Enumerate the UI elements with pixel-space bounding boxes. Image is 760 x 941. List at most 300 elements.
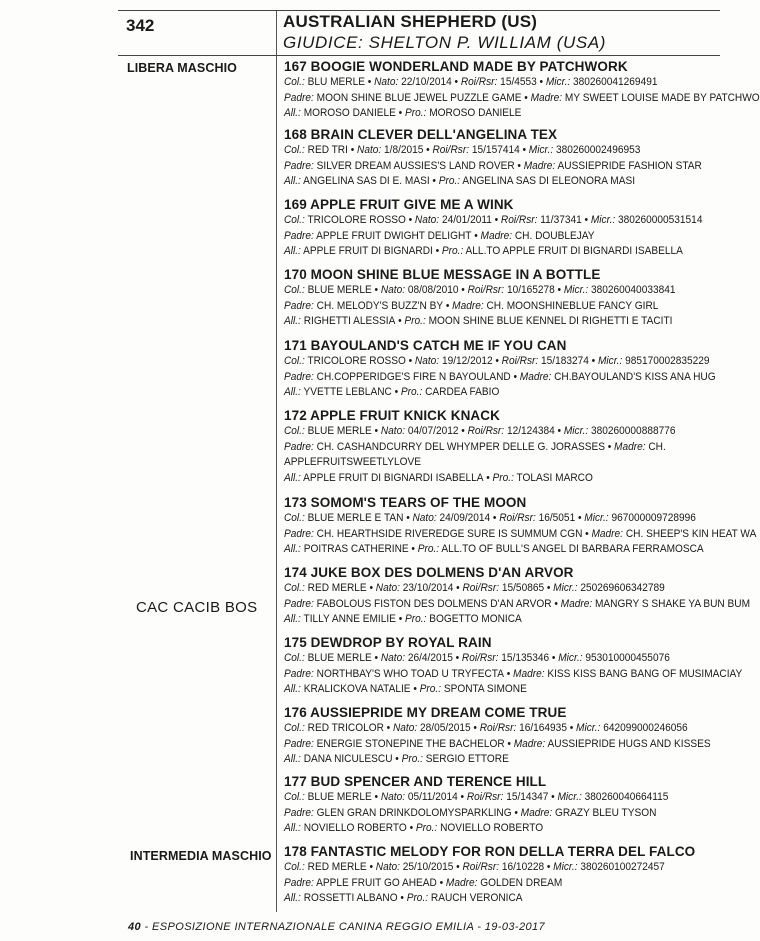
microchip-number: 380260000531514 — [618, 214, 703, 226]
sire-label: Padre: — [284, 299, 314, 312]
microchip-label: Micr.: — [597, 355, 623, 367]
registry-label: Roi/Rsr: — [501, 355, 539, 367]
bullet-separator: • — [413, 683, 417, 695]
breeder-label: All.: — [284, 892, 301, 904]
sire-label: Padre: — [284, 667, 314, 680]
microchip-number: 642099000246056 — [603, 722, 688, 734]
breeder-owner-line — [284, 891, 707, 907]
microchip-number: 380260041269491 — [573, 76, 658, 88]
sire-label: Padre: — [284, 806, 314, 819]
award-label: CAC CACIB BOS — [136, 599, 258, 616]
sire-name: CH.COPPERIDGE'S FIRE N BAYOULAND — [316, 370, 511, 383]
bullet-separator: • — [557, 284, 562, 296]
color-value: BLUE MERLE — [307, 425, 372, 437]
details-line — [284, 75, 707, 91]
breeder-owner-line — [284, 174, 707, 190]
registry-label: Roi/Rsr: — [499, 512, 536, 524]
bullet-separator: • — [517, 159, 521, 172]
bullet-separator: • — [439, 876, 444, 889]
birth-label: Nato: — [414, 214, 440, 226]
birth-label: Nato: — [414, 355, 440, 367]
dam-name: GOLDEN DREAM — [480, 876, 563, 889]
breeder-owner-line — [284, 385, 707, 401]
registry-number: 15/14347 — [506, 791, 549, 803]
color-label: Col.: — [284, 144, 305, 156]
sire-name: ENERGIE STONEPINE THE BACHELOR — [316, 737, 505, 750]
microchip-label: Micr.: — [590, 214, 616, 226]
breeder-owner-line — [284, 612, 707, 628]
color-value: TRICOLORE ROSSO — [307, 355, 406, 367]
parents-line — [284, 229, 707, 245]
owner-label: Pro.: — [404, 315, 426, 327]
bullet-separator: • — [554, 597, 558, 610]
page-footer — [128, 921, 545, 933]
dog-name: 175 DEWDROP BY ROYAL RAIN — [284, 635, 492, 650]
owner-name: TOLASI MARCO — [516, 471, 593, 484]
birth-label: Nato: — [375, 582, 400, 594]
sire-label: Padre: — [284, 440, 314, 453]
registry-number: 10/165278 — [506, 284, 555, 296]
breeder-name: MOROSO DANIELE — [303, 107, 396, 119]
owner-label: Pro.: — [405, 613, 427, 625]
dam-label: Madre: — [519, 370, 552, 383]
owner-name: ANGELINA SAS DI ELEONORA MASI — [462, 175, 636, 187]
registry-label: Roi/Rsr: — [432, 144, 470, 156]
birth-date: 26/4/2015 — [407, 652, 453, 664]
birth-label: Nato: — [412, 512, 437, 524]
microchip-label: Micr.: — [563, 425, 589, 437]
dam-label: Madre: — [520, 806, 553, 819]
birth-date: 22/10/2014 — [401, 76, 452, 88]
owner-name: MOROSO DANIELE — [429, 107, 522, 119]
owner-name: ALL.TO OF BULL'S ANGEL DI BARBARA FERRAMOSCA — [441, 543, 704, 555]
owner-name: BOGETTO MONICA — [429, 613, 522, 625]
dam-name: GRAZY BLEU TYSON — [554, 806, 657, 819]
parents-line — [284, 667, 743, 683]
sire-name: CH. MELODY'S BUZZ'N BY — [316, 299, 444, 312]
breeder-owner-line — [284, 542, 707, 558]
details-line — [284, 143, 707, 159]
microchip-number: 380260040033841 — [591, 284, 676, 296]
birth-date: 25/10/2015 — [402, 861, 454, 873]
breeder-owner-line — [284, 314, 707, 330]
dam-label: Madre: — [614, 440, 646, 453]
color-value: BLUE MERLE — [307, 791, 372, 803]
color-label: Col.: — [284, 722, 305, 734]
top-rule — [118, 10, 720, 11]
sire-name: FABOLOUS FISTON DES DOLMENS D'AN ARVOR — [316, 597, 552, 610]
bullet-separator: • — [460, 791, 465, 803]
breeder-name: APPLE FRUIT DI BIGNARDI ISABELLA — [303, 471, 484, 484]
parents-line — [284, 370, 716, 386]
dog-name: 172 APPLE FRUIT KNICK KNACK — [284, 408, 500, 423]
breeder-name: ROSSETTI ALBANO — [303, 892, 398, 904]
breeder-label: All.: — [284, 683, 301, 695]
catalog-entry — [284, 843, 744, 907]
registry-number: 16/10228 — [501, 861, 545, 873]
breeder-owner-line — [284, 471, 707, 487]
details-line — [284, 721, 707, 737]
dam-name: MANGRY S SHAKE YA BUN BUM — [594, 597, 751, 610]
color-value: RED MERLE — [307, 861, 367, 873]
birth-date: 24/09/2014 — [439, 512, 491, 524]
registry-label: Roi/Rsr: — [462, 582, 500, 594]
bullet-separator: • — [409, 822, 414, 834]
details-line — [284, 790, 707, 806]
birth-label: Nato: — [380, 791, 406, 803]
bullet-separator: • — [557, 425, 562, 437]
dog-name: 176 AUSSIEPRIDE MY DREAM COME TRUE — [284, 705, 567, 720]
sire-label: Padre: — [284, 370, 314, 383]
parents-line — [284, 876, 707, 892]
owner-label: Pro.: — [404, 107, 427, 119]
microchip-number: 380260002496953 — [555, 144, 641, 156]
registry-label: Roi/Rsr: — [461, 652, 499, 664]
bullet-separator: • — [473, 722, 477, 734]
breeder-name: ANGELINA SAS DI E. MASI — [303, 175, 430, 187]
bullet-separator: • — [426, 144, 430, 156]
dam-label: Madre: — [445, 876, 478, 889]
parents-line — [284, 91, 760, 107]
breeder-label: All.: — [284, 543, 301, 555]
column-divider — [276, 11, 277, 912]
color-value: BLU MERLE — [307, 76, 366, 88]
dog-name: 178 FANTASTIC MELODY FOR RON DELLA TERRA DEL FALCO — [284, 844, 696, 859]
dam-name: AUSSIEPRIDE FASHION STAR — [557, 159, 702, 172]
color-value: BLUE MERLE — [307, 652, 372, 664]
bullet-separator: • — [507, 737, 511, 750]
bullet-separator: • — [386, 722, 391, 734]
microchip-label: Micr.: — [553, 582, 578, 594]
sire-name: SILVER DREAM AUSSIES'S LAND ROVER — [316, 159, 515, 172]
judge-line: GIUDICE: SHELTON P. WILLIAM (USA) — [283, 33, 607, 52]
bullet-separator: • — [513, 370, 518, 383]
dam-name: CH. SHEEP'S KIN HEAT WA — [625, 527, 757, 540]
sire-label: Padre: — [284, 91, 314, 104]
sire-name: CH. CASHANDCURRY DEL WHYMPER DELLE G. JORASSES — [316, 440, 605, 453]
registry-number: 15/50865 — [501, 582, 545, 594]
color-value: RED TRI — [307, 144, 348, 156]
dog-name: 177 BUD SPENCER AND TERENCE HILL — [284, 774, 547, 789]
bullet-separator: • — [492, 512, 497, 524]
owner-label: Pro.: — [400, 386, 423, 398]
dog-name: 167 BOOGIE WONDERLAND MADE BY PATCHWORK — [284, 59, 628, 74]
dam-label: Madre: — [452, 299, 484, 312]
details-line — [284, 581, 707, 597]
sire-label: Padre: — [284, 597, 314, 610]
microchip-number: 967000009728996 — [611, 512, 696, 524]
registry-number: 15/183274 — [541, 355, 589, 367]
birth-label: Nato: — [374, 76, 399, 88]
dam-label: Madre: — [513, 667, 545, 680]
color-label: Col.: — [284, 214, 305, 226]
breeder-name: YVETTE LEBLANC — [303, 386, 392, 398]
owner-name: CARDEA FABIO — [425, 386, 500, 398]
bullet-separator: • — [522, 144, 527, 156]
dam-label: Madre: — [523, 159, 556, 172]
catalog-entry — [284, 634, 744, 698]
registry-label: Roi/Rsr: — [462, 861, 500, 873]
microchip-label: Micr.: — [553, 861, 578, 873]
bullet-separator: • — [398, 107, 403, 119]
birth-date: 23/10/2014 — [402, 582, 454, 594]
bullet-separator: • — [374, 791, 379, 803]
catalog-entry — [284, 704, 744, 768]
breeder-name: RIGHETTI ALESSIA — [303, 315, 396, 327]
bullet-separator: • — [584, 214, 589, 226]
owner-name: SERGIO ETTORE — [425, 753, 509, 765]
microchip-label: Micr.: — [576, 722, 601, 734]
bullet-separator: • — [514, 806, 518, 819]
parents-line — [284, 806, 707, 822]
registry-number: 16/164935 — [519, 722, 567, 734]
bullet-separator: • — [494, 214, 499, 226]
dam-label: Madre: — [480, 229, 513, 242]
footer-text: - ESPOSIZIONE INTERNAZIONALE CANINA REGGIO EMILIA - 19-03-2017 — [141, 921, 546, 933]
parents-line — [284, 440, 716, 471]
class-number: 342 — [126, 16, 155, 35]
bullet-separator: • — [350, 144, 355, 156]
breeder-label: All.: — [284, 107, 301, 119]
breeder-name: NOVIELLO ROBERTO — [303, 822, 407, 834]
color-label: Col.: — [284, 791, 305, 803]
breeder-owner-line — [284, 682, 707, 698]
breeder-name: DANA NICULESCU — [303, 753, 393, 765]
catalog-entry — [284, 266, 744, 330]
dog-name: 173 SOMOM'S TEARS OF THE MOON — [284, 495, 527, 510]
dam-label: Madre: — [560, 597, 593, 610]
catalog-entry — [284, 337, 744, 401]
registry-label: Roi/Rsr: — [460, 76, 498, 88]
bullet-separator: • — [461, 425, 465, 437]
details-line — [284, 424, 707, 440]
birth-label: Nato: — [380, 425, 406, 437]
microchip-number: 380260100272457 — [580, 861, 665, 873]
breeder-name: TILLY ANNE EMILIE — [303, 613, 396, 625]
sire-label: Padre: — [284, 527, 314, 540]
registry-label: Roi/Rsr: — [479, 722, 517, 734]
catalog-entry — [284, 126, 744, 190]
birth-label: Nato: — [357, 144, 382, 156]
bullet-separator: • — [369, 861, 373, 873]
catalog-entry — [284, 407, 744, 486]
bullet-separator: • — [454, 76, 459, 88]
bullet-separator: • — [395, 753, 399, 765]
breeder-label: All.: — [284, 315, 301, 327]
bullet-separator: • — [400, 892, 404, 904]
sire-name: MOON SHINE BLUE JEWEL PUZZLE GAME — [316, 91, 522, 104]
owner-name: SPONTA SIMONE — [443, 683, 527, 695]
details-line — [284, 354, 710, 370]
microchip-number: 985170002835229 — [625, 355, 710, 367]
dam-name: AUSSIEPRIDE HUGS AND KISSES — [547, 737, 711, 750]
registry-label: Roi/Rsr: — [466, 791, 504, 803]
dam-name: CH. APPLEFRUITSWEETLYLOVE — [284, 440, 666, 468]
dam-label: Madre: — [591, 527, 624, 540]
breeder-name: POITRAS CATHERINE — [303, 543, 409, 555]
bullet-separator: • — [374, 652, 379, 664]
owner-name: MOON SHINE BLUE KENNEL DI RIGHETTI E TACITI — [428, 315, 673, 327]
bullet-separator: • — [367, 76, 372, 88]
bullet-separator: • — [455, 652, 460, 664]
birth-date: 08/08/2010 — [407, 284, 459, 296]
details-line — [284, 213, 707, 229]
bullet-separator: • — [408, 214, 413, 226]
sire-label: Padre: — [284, 229, 314, 242]
breeder-label: All.: — [284, 471, 301, 484]
details-line — [284, 860, 707, 876]
dog-name: 170 MOON SHINE BLUE MESSAGE IN A BOTTLE — [284, 267, 601, 282]
color-value: RED TRICOLOR — [307, 722, 384, 734]
catalog-entry — [284, 773, 744, 837]
dog-name: 168 BRAIN CLEVER DELL'ANGELINA TEX — [284, 127, 558, 142]
bullet-separator: • — [577, 512, 582, 524]
birth-label: Nato: — [392, 722, 418, 734]
owner-label: Pro.: — [406, 892, 429, 904]
bullet-separator: • — [486, 471, 490, 484]
sire-name: CH. HEARTHSIDE RIVEREDGE SURE IS SUMMUM CGN — [316, 527, 583, 540]
dog-name: 174 JUKE BOX DES DOLMENS D'AN ARVOR — [284, 565, 574, 580]
breeder-name: APPLE FRUIT DI BIGNARDI — [303, 245, 433, 257]
bullet-separator: • — [445, 299, 450, 312]
color-value: BLUE MERLE E TAN — [307, 512, 404, 524]
dog-name: 171 BAYOULAND'S CATCH ME IF YOU CAN — [284, 338, 567, 353]
owner-label: Pro.: — [417, 543, 440, 555]
page-number: 40 — [128, 921, 142, 933]
color-value: RED MERLE — [307, 582, 367, 594]
color-value: BLUE MERLE — [307, 284, 372, 296]
catalog-entry — [284, 196, 744, 260]
bullet-separator: • — [456, 582, 460, 594]
bullet-separator: • — [411, 543, 415, 555]
bullet-separator: • — [435, 245, 440, 257]
owner-name: RAUCH VERONICA — [430, 892, 523, 904]
dam-label: Madre: — [513, 737, 546, 750]
owner-name: NOVIELLO ROBERTO — [440, 822, 544, 834]
breeder-owner-line — [284, 244, 707, 260]
microchip-number: 380260000888776 — [591, 425, 676, 437]
color-value: TRICOLORE ROSSO — [307, 214, 406, 226]
color-label: Col.: — [284, 512, 305, 524]
bullet-separator: • — [539, 76, 544, 88]
sire-label: Padre: — [284, 876, 314, 889]
microchip-label: Micr.: — [528, 144, 554, 156]
dam-label: Madre: — [530, 91, 563, 104]
microchip-number: 380260040664115 — [584, 791, 669, 803]
details-line — [284, 511, 707, 527]
bullet-separator: • — [394, 386, 399, 398]
birth-label: Nato: — [380, 652, 406, 664]
birth-date: 19/12/2012 — [441, 355, 493, 367]
birth-date: 24/01/2011 — [441, 214, 492, 226]
microchip-label: Micr.: — [545, 76, 571, 88]
sire-label: Padre: — [284, 159, 314, 172]
owner-label: Pro.: — [438, 175, 461, 187]
birth-date: 04/07/2012 — [407, 425, 459, 437]
catalog-entry — [284, 494, 757, 558]
parents-line — [284, 159, 707, 175]
microchip-label: Micr.: — [557, 791, 582, 803]
registry-number: 15/157414 — [471, 144, 520, 156]
dog-name: 169 APPLE FRUIT GIVE ME A WINK — [284, 197, 514, 212]
parents-line — [284, 737, 711, 753]
bullet-separator: • — [406, 512, 410, 524]
microchip-label: Micr.: — [584, 512, 609, 524]
bullet-separator: • — [456, 861, 460, 873]
microchip-label: Micr.: — [558, 652, 583, 664]
dam-name: MY SWEET LOUISE MADE BY PATCHWO — [564, 91, 760, 104]
bullet-separator: • — [506, 667, 511, 680]
color-label: Col.: — [284, 76, 305, 88]
microchip-label: Micr.: — [563, 284, 589, 296]
breeder-owner-line — [284, 821, 707, 837]
bullet-separator: • — [495, 355, 499, 367]
parents-line — [284, 597, 751, 613]
details-line — [284, 651, 707, 667]
owner-label: Pro.: — [401, 753, 423, 765]
color-label: Col.: — [284, 425, 305, 437]
bullet-separator: • — [374, 425, 379, 437]
breeder-name: KRALICKOVA NATALIE — [303, 683, 411, 695]
bullet-separator: • — [546, 861, 551, 873]
class-label-libera-maschio: LIBERA MASCHIO — [127, 61, 237, 75]
bullet-separator: • — [551, 791, 555, 803]
registry-label: Roi/Rsr: — [500, 214, 538, 226]
owner-label: Pro.: — [492, 471, 514, 484]
color-label: Col.: — [284, 284, 305, 296]
bullet-separator: • — [524, 91, 528, 104]
catalog-entry — [284, 564, 751, 628]
registry-label: Roi/Rsr: — [467, 425, 505, 437]
color-label: Col.: — [284, 652, 305, 664]
breeder-owner-line — [284, 752, 707, 768]
registry-number: 16/5051 — [538, 512, 576, 524]
sire-label: Padre: — [284, 737, 314, 750]
bullet-separator: • — [551, 652, 556, 664]
catalog-entry — [284, 58, 760, 122]
owner-label: Pro.: — [441, 245, 464, 257]
birth-label: Nato: — [380, 284, 406, 296]
registry-number: 11/37341 — [540, 214, 582, 226]
breeder-label: All.: — [284, 822, 301, 834]
details-line — [284, 283, 707, 299]
breeder-owner-line — [284, 106, 707, 122]
sire-name: APPLE FRUIT DWIGHT DELIGHT — [316, 229, 472, 242]
breeder-label: All.: — [284, 386, 301, 398]
dam-name: CH.BAYOULAND'S KISS ANA HUG — [554, 370, 716, 383]
sire-name: NORTHBAY'S WHO TOAD U TRYFECTA — [316, 667, 504, 680]
bullet-separator: • — [461, 284, 465, 296]
birth-date: 28/05/2015 — [420, 722, 471, 734]
header-rule — [118, 55, 720, 56]
class-label-intermedia-maschio: INTERMEDIA MASCHIO — [130, 849, 272, 863]
registry-number: 15/4553 — [500, 76, 537, 88]
sire-name: GLEN GRAN DRINKDOLOMYSPARKLING — [316, 806, 512, 819]
birth-date: 05/11/2014 — [407, 791, 458, 803]
microchip-number: 250269606342789 — [580, 582, 665, 594]
bullet-separator: • — [398, 315, 402, 327]
owner-name: ALL.TO APPLE FRUIT DI BIGNARDI ISABELLA — [465, 245, 683, 257]
color-label: Col.: — [284, 582, 305, 594]
parents-line — [284, 527, 757, 543]
bullet-separator: • — [585, 527, 589, 540]
dam-name: KISS KISS BANG BANG OF MUSIMACIAY — [547, 667, 743, 680]
breed-title: AUSTRALIAN SHEPHERD (US) — [283, 12, 538, 31]
bullet-separator: • — [607, 440, 612, 453]
owner-label: Pro.: — [419, 683, 442, 695]
birth-label: Nato: — [375, 861, 400, 873]
bullet-separator: • — [398, 613, 403, 625]
